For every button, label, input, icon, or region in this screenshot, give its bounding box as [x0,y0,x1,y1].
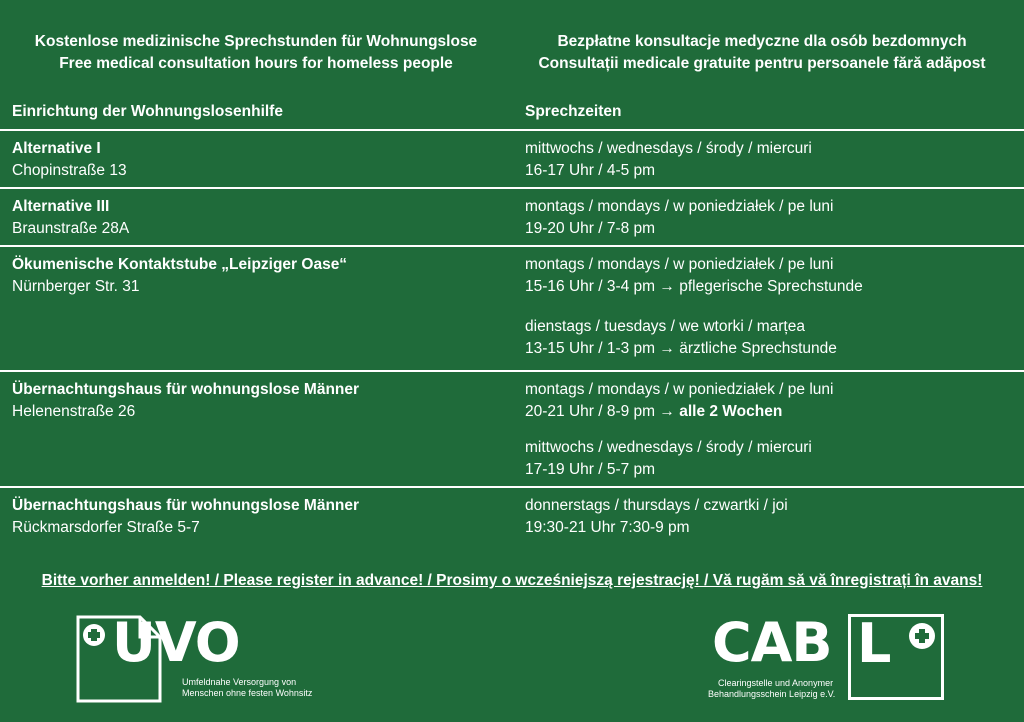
table-row [12,379,359,423]
facility-name: Übernachtungshaus für wohnungslose Männer [12,381,360,398]
slot-time: 13-15 Uhr / 1-3 pm [525,340,656,357]
cabl-box-letter: L [857,612,891,675]
cabl-logo [708,612,958,712]
facility-address: Rückmarsdorfer Straße 5-7 [12,519,200,536]
facility-name: Übernachtungshaus für wohnungslose Männer [12,497,360,514]
slot-days: mittwochs / wednesdays / środy / miercuri [525,140,812,157]
slot-note: ärztliche Sprechstunde [679,340,837,357]
header-left-en: Free medical consultation hours for homeless people [59,55,453,72]
register-notice: Bitte vorher anmelden! / Please register in advance! / Prosimy o wcześniejszą rejestrację! / Vă rugăm să vă înregistrați în avans! [41,572,983,589]
uvo-wordmark: UVO [112,611,240,674]
facility-address: Helenenstraße 26 [12,403,136,420]
header-left-de: Kostenlose medizinische Sprechstunden für Wohnungslose [34,33,478,50]
medical-cross-icon [907,621,937,651]
arrow-icon: → [659,278,675,295]
table-row [12,254,347,298]
column-header-hours: Sprechzeiten [525,103,622,120]
slot-days: montags / mondays / w poniedziałek / pe luni [525,256,834,273]
divider [0,129,1024,131]
facility-name: Ökumenische Kontaktstube „Leipziger Oase“ [12,256,348,273]
slot-days: montags / mondays / w poniedziałek / pe luni [525,381,834,398]
uvo-tagline-1: Umfeldnahe Versorgung von [182,677,297,687]
slot-time-line [525,338,837,360]
slot-time: 19:30-21 Uhr 7:30-9 pm [525,519,690,536]
slot-time: 17-19 Uhr / 5-7 pm [525,461,656,478]
facility-address: Braunstraße 28A [12,220,130,237]
table-row [12,495,359,539]
slot-days: montags / mondays / w poniedziałek / pe luni [525,198,834,215]
header-right-pl: Bezpłatne konsultacje medyczne dla osób bezdomnych [557,33,967,50]
hours-slot [525,316,837,360]
slot-time-line [525,401,833,423]
cabl-box [848,614,944,700]
hours-slot [525,437,812,481]
cabl-wordmark: CAB [712,611,832,674]
hours-slot [525,196,833,240]
cabl-tagline-1: Clearingstelle und Anonymer [718,678,834,688]
slot-time: 20-21 Uhr / 8-9 pm [525,403,656,420]
column-header-facility: Einrichtung der Wohnungslosenhilfe [12,103,283,120]
slot-time: 16-17 Uhr / 4-5 pm [525,162,656,179]
hours-slot [525,495,788,539]
cabl-tagline-2: Behandlungsschein Leipzig e.V. [708,689,836,699]
divider [0,187,1024,189]
slot-days: donnerstags / thursdays / czwartki / joi [525,497,788,514]
facility-name: Alternative I [12,140,101,157]
uvo-logo [74,613,324,713]
facility-address: Nürnberger Str. 31 [12,278,140,295]
table-row [12,196,129,240]
header-right [506,31,1018,75]
table-row [12,138,127,182]
slot-time: 15-16 Uhr / 3-4 pm [525,278,656,295]
slot-note: pflegerische Sprechstunde [679,278,863,295]
slot-note: alle 2 Wochen [679,403,783,420]
slot-days: dienstags / tuesdays / we wtorki / marțea [525,318,805,335]
slot-days: mittwochs / wednesdays / środy / miercuri [525,439,812,456]
uvo-tagline-2: Menschen ohne festen Wohnsitz [182,688,313,698]
facility-name: Alternative III [12,198,110,215]
slot-time: 19-20 Uhr / 7-8 pm [525,220,656,237]
facility-address: Chopinstraße 13 [12,162,127,179]
header-left [0,31,512,75]
hours-slot [525,254,863,298]
arrow-icon: → [659,403,675,420]
arrow-icon: → [659,340,675,357]
slot-time-line [525,276,863,298]
hours-slot [525,138,812,182]
header-right-ro: Consultații medicale gratuite pentru persoanele fără adăpost [538,55,986,72]
divider [0,486,1024,488]
divider [0,245,1024,247]
divider [0,370,1024,372]
hours-slot [525,379,833,423]
